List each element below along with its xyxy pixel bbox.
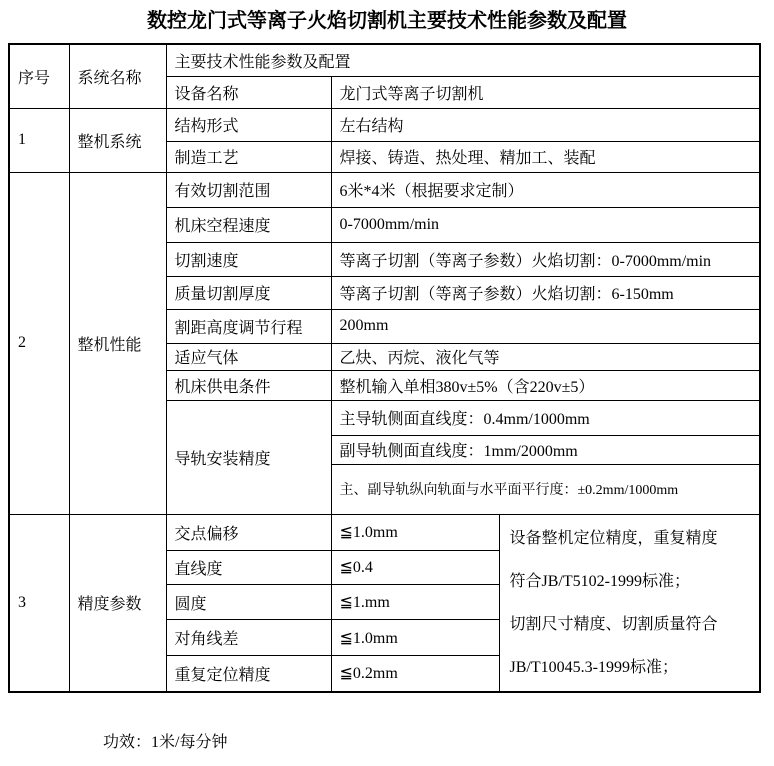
notes-line: 设备整机定位精度，重复精度 bbox=[509, 529, 718, 547]
cell-param-value: 0-7000mm/min bbox=[331, 207, 760, 242]
cell-param-label: 直线度 bbox=[166, 550, 331, 584]
cell-seq-header: 序号 bbox=[9, 44, 69, 108]
cell-param-value: 主导轨侧面直线度：0.4mm/1000mm bbox=[331, 400, 760, 435]
cell-param-label: 切割速度 bbox=[166, 242, 331, 276]
spec-table bbox=[8, 43, 761, 693]
page-title: 数控龙门式等离子火焰切割机主要技术性能参数及配置 bbox=[147, 10, 627, 32]
footer-efficiency: 功效：1米/每分钟 bbox=[103, 733, 228, 751]
cell-param-label: 机床空程速度 bbox=[166, 207, 331, 242]
cell-system-header: 系统名称 bbox=[69, 44, 166, 108]
cell-param-label: 机床供电条件 bbox=[166, 370, 331, 400]
cell-params-header: 主要技术性能参数及配置 bbox=[166, 44, 760, 76]
cell-param-value: 左右结构 bbox=[331, 108, 760, 141]
cell-section2-name: 整机性能 bbox=[69, 172, 166, 514]
cell-precision-notes bbox=[499, 514, 760, 692]
row-cut-range bbox=[9, 172, 760, 207]
cell-param-value: 200mm bbox=[331, 309, 760, 343]
cell-param-label: 适应气体 bbox=[166, 343, 331, 370]
cell-param-value: 乙炔、丙烷、液化气等 bbox=[331, 343, 760, 370]
cell-param-value: ≦1.0mm bbox=[331, 514, 499, 550]
cell-param-value: 整机输入单相380v±5%（含220v±5） bbox=[331, 370, 760, 400]
notes-line: JB/T10045.3-1999标准； bbox=[509, 658, 678, 676]
cell-param-label: 重复定位精度 bbox=[166, 655, 331, 691]
cell-param-label: 结构形式 bbox=[166, 108, 331, 141]
cell-param-value: ≦1.mm bbox=[331, 585, 499, 620]
cell-param-value: 主、副导轨纵向轨面与水平面平行度：±0.2mm/1000mm bbox=[331, 464, 760, 514]
cell-param-label: 割距高度调节行程 bbox=[166, 309, 331, 343]
cell-param-label: 圆度 bbox=[166, 585, 331, 620]
notes-line: 符合JB/T5102-1999标准； bbox=[509, 572, 690, 590]
cell-param-value: 等离子切割（等离子参数）火焰切割：6-150mm bbox=[331, 276, 760, 309]
cell-device-value: 龙门式等离子切割机 bbox=[331, 76, 760, 108]
row-header bbox=[9, 44, 760, 76]
cell-param-label: 交点偏移 bbox=[166, 514, 331, 550]
notes-line: 切割尺寸精度、切割质量符合 bbox=[509, 615, 718, 633]
cell-param-label: 制造工艺 bbox=[166, 141, 331, 172]
cell-device-label: 设备名称 bbox=[166, 76, 331, 108]
cell-param-label: 质量切割厚度 bbox=[166, 276, 331, 309]
cell-param-label: 有效切割范围 bbox=[166, 172, 331, 207]
row-structure bbox=[9, 108, 760, 141]
cell-section2-no: 2 bbox=[9, 172, 69, 514]
cell-param-label: 对角线差 bbox=[166, 620, 331, 655]
cell-param-value: 焊接、铸造、热处理、精加工、装配 bbox=[331, 141, 760, 172]
cell-param-value: 6米*4米（根据要求定制） bbox=[331, 172, 760, 207]
cell-param-value: 副导轨侧面直线度：1mm/2000mm bbox=[331, 435, 760, 464]
cell-param-value: 等离子切割（等离子参数）火焰切割：0-7000mm/min bbox=[331, 242, 760, 276]
cell-param-value: ≦0.4 bbox=[331, 550, 499, 584]
cell-rail-precision-label: 导轨安装精度 bbox=[166, 400, 331, 514]
cell-param-value: ≦0.2mm bbox=[331, 655, 499, 691]
cell-section1-no: 1 bbox=[9, 108, 69, 172]
cell-section1-name: 整机系统 bbox=[69, 108, 166, 172]
cell-section3-no: 3 bbox=[9, 514, 69, 692]
cell-param-value: ≦1.0mm bbox=[331, 620, 499, 655]
cell-section3-name: 精度参数 bbox=[69, 514, 166, 692]
row-intersection-offset bbox=[9, 514, 760, 550]
